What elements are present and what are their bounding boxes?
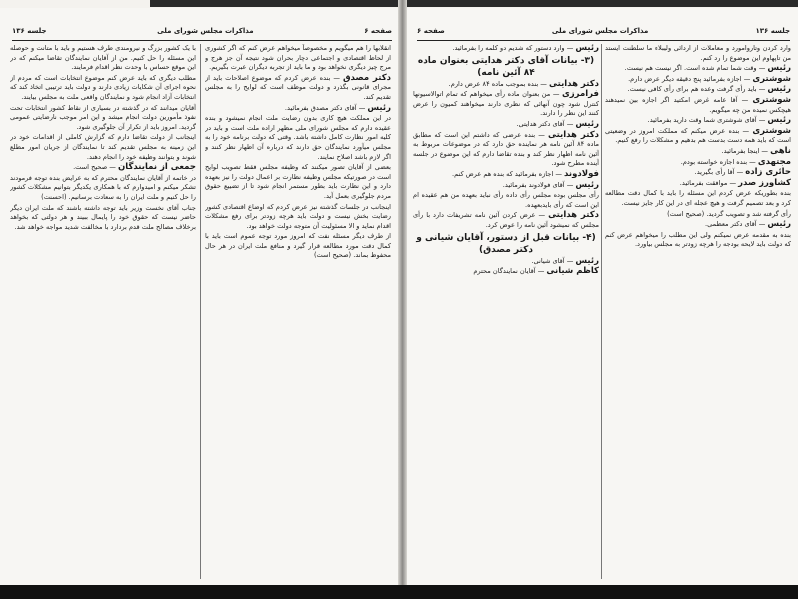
body-paragraph: رأی مجلس بوده مجلس رأی داده رأی نباید بعهده من هم عقیده ام این است که رأی بایدبعهده. <box>413 191 599 209</box>
dash: — <box>553 169 565 178</box>
body-paragraph: در این مملکت هیچ کاری بدون رضایت ملت انجام نمیشود و بنده عقیده دارم که مجلس شورای ملی مظهر اراده ملت است و باید در کلیه امور نظارت کامل داشته باشد. وقتی که دولت برنامه خود را به مجلس میآورد نمایندگان حق دارند که درباره آن اظهار نظر کنند و اگر لازم باشد اصلاح نمایند. <box>205 114 391 161</box>
dash: — <box>741 74 753 83</box>
dash: — <box>756 85 768 94</box>
speaker-paragraph <box>413 211 599 230</box>
body-paragraph: از طرف دیگر مسئله نفت که امروز مورد توجه عموم است باید با کمال دقت مورد مطالعه قرار گیرد و منافع ملت ایران در هر حال محفوظ بماند. (صحیح است) <box>205 232 391 260</box>
speaker-name: رئیس <box>575 255 599 266</box>
body-paragraph: مطلب دیگری که باید عرض کنم موضوع انتخابات است که مردم از نحوه اجرای آن شکایات زیادی دارند و دولت باید ترتیبی اتخاذ کند که انتخابات آزاد انجام شود و نمایندگان واقعی ملت به مجلس بیایند. <box>10 73 196 101</box>
speech-text: وقت شما تمام شده است. اگر نیست هم نیست. <box>624 64 757 73</box>
body-paragraph: آقایان میدانند که در گذشته در بسیاری از نقاط کشور انتخابات تحت نفوذ مأمورین دولت انجام میشد و این امر موجب نارضایتی عمومی گردید. امروز باید از تکرار آن جلوگیری شود. <box>10 103 196 131</box>
speaker-name: کشاورز صدر <box>738 177 791 188</box>
text-column <box>205 44 391 579</box>
dash: — <box>564 119 576 128</box>
body-paragraph: اینجانب از دولت تقاضا دارم که گزارش کاملی از اقدامات خود در این زمینه به مجلس تقدیم کند تا نمایندگان از جریان امور مطلع شوند و بتوانند وظیفه خود را انجام دهند. <box>10 133 196 161</box>
speaker-paragraph <box>413 120 599 130</box>
book-gutter <box>398 0 407 599</box>
body-paragraph: جناب آقای نخست وزیر باید توجه داشته باشند که ملت ایران دیگر حاضر نیست که حقوق خود را پایمال ببیند و هر دولتی که بخواهد برخلاف مصالح ملت قدم بردارد با مخالفت شدید مواجه خواهد شد. <box>10 203 196 231</box>
body-paragraph: در خاتمه از آقایان نمایندگان محترم که به عرایض بنده توجه فرمودند تشکر میکنم و امیدوارم که با همکاری یکدیگر بتوانیم مشکلات کشور را حل کنیم و ملت ایران را به سعادت برسانیم. (احسنت) <box>10 173 196 201</box>
speech-text: بنده بموجب ماده ۸۴ عرض دارم. <box>448 79 539 88</box>
speaker-name: دکتر هدایتی <box>549 78 599 89</box>
scan-top-edge <box>150 0 798 7</box>
column-divider <box>200 44 201 579</box>
speaker-name: شوشتری <box>752 73 791 84</box>
speaker-paragraph <box>413 170 599 180</box>
speaker-paragraph <box>605 179 791 189</box>
speech-text: آقای دکتر هدایتی. <box>516 119 565 128</box>
speaker-paragraph <box>413 181 599 191</box>
scan-bottom-edge <box>0 585 798 599</box>
speaker-name: فرامرزی <box>561 89 599 100</box>
speaker-paragraph <box>413 44 599 54</box>
speaker-paragraph <box>205 104 391 114</box>
speech-text: آقای شوشتری شما وقت دارید بفرمائید. <box>647 116 757 125</box>
dash: — <box>727 178 739 187</box>
body-paragraph: اینجانب در جلسات گذشته نیز عرض کردم که اوضاع اقتصادی کشور رضایت بخش نیست و دولت باید هرچه زودتر برای رفع مشکلات اقدام نماید و الا مسئولیت آن متوجه دولت خواهد بود. <box>205 202 391 230</box>
speaker-paragraph <box>605 168 791 178</box>
body-paragraph: با یک کشور بزرگ و نیرومندی طرف هستیم و باید با متانت و حوصله این مسئله را حل کنیم. من از آقایان نمایندگان تقاضا میکنم که در این موقع حساس با وحدت نظر اقدام فرمایند. <box>10 44 196 72</box>
body-paragraph: بنده به مقدمه عرض نمیکنم ولی این مطلب را میخواهم عرض کنم که دولت باید لایحه بودجه را هرچه زودتر به مجلس بیاورد. <box>605 230 791 249</box>
left-page <box>0 8 400 588</box>
dash: — <box>756 220 768 229</box>
speech-text: آقا عامه غرض امکتید اگر اجازه بین نمیدهند هیچکس نمیده من چه میگویم. <box>605 95 791 114</box>
speaker-name: دکتر هدایتی <box>547 129 599 140</box>
speaker-name: شوشتری <box>752 94 791 105</box>
speaker-paragraph <box>605 85 791 95</box>
speech-text: اجازه بفرمائید که بنده هم عرض کنم. <box>452 169 554 178</box>
dash: — <box>759 146 771 155</box>
speaker-name: رئیس <box>767 115 791 126</box>
speaker-name: دکتر هدایتی <box>548 210 599 221</box>
column-divider <box>601 44 602 579</box>
speech-text: آقایان نمایندگان محترم <box>473 267 536 276</box>
speaker-paragraph <box>205 74 391 103</box>
speaker-name: رئیس <box>575 179 599 190</box>
publication-title: مذاکرات مجلس شورای ملی <box>157 27 254 35</box>
speech-text: آقا رأی بگیرید. <box>694 168 735 177</box>
speaker-name: حائری زاده <box>745 167 791 178</box>
speaker-name: ناهی <box>770 145 791 156</box>
speech-text: اجازه بفرمائید پنج دقیقه دیگر عرض دارم. <box>628 74 742 83</box>
speaker-name: جمعی از نمایندگان <box>118 162 196 173</box>
speech-text: بنده عرض میکنم که مملکت امروز در وضعیتی است که باید همه دست بدست هم بدهیم و مشکلات را رفع کنیم. <box>605 126 791 145</box>
dash: — <box>737 95 753 104</box>
body-paragraph: رأی گرفته شد و تصویب گردید. (صحیح است) <box>667 209 791 218</box>
speech-text: آقای دکتر معظمی. <box>705 220 757 229</box>
speech-text: موافقت بفرمائید. <box>679 178 728 187</box>
speech-text: عرض کردن آئین نامه تشریفات دارد با رأی مجلس که نمیشود آئین نامه را عوض کرد. <box>413 211 599 229</box>
page-number: صفحه ۶ <box>417 27 445 35</box>
speaker-paragraph <box>413 267 599 277</box>
session-number: جلسه ۱۳۶ <box>12 27 47 35</box>
text-column <box>10 44 196 579</box>
body-paragraph: وارد کردن وتاروامورد و معاملات از اردائی ولیبلاء ما سلطنت ایستد من تاپهاوم این موضوع را رد کنم. <box>605 44 791 62</box>
dash: — <box>564 180 576 189</box>
speaker-name: رئیس <box>367 102 391 113</box>
speaker-name: فولادوند <box>564 168 599 179</box>
dash: — <box>756 116 768 125</box>
speaker-paragraph <box>605 64 791 74</box>
dash: — <box>356 103 368 112</box>
dash: — <box>747 157 758 166</box>
speech-text: آقای دکتر مصدق بفرمائید. <box>284 103 357 112</box>
speaker-name: دکتر مصدق <box>342 72 391 83</box>
text-column <box>605 44 791 579</box>
speaker-name: مجتهدی <box>757 156 791 167</box>
dash: — <box>739 126 753 135</box>
dash: — <box>734 168 746 177</box>
speech-text: آقای فولادوند بفرمائید. <box>502 180 565 189</box>
speech-text: بنده اجازه خواسته بودم. <box>680 157 748 166</box>
dash: — <box>538 79 549 88</box>
publication-title: مذاکرات مجلس شورای ملی <box>551 27 649 35</box>
speaker-paragraph <box>605 96 791 115</box>
speaker-name: رئیس <box>575 44 599 53</box>
dash: — <box>535 267 547 276</box>
page-number: صفحه ۶ <box>364 27 392 35</box>
speaker-paragraph <box>413 90 599 119</box>
speaker-paragraph <box>413 80 599 90</box>
speech-text: بنده عرض کردم که موضوع اصلاحات باید از مجرای قانونی بگذرد و دولت موظف است که لوایح را به مجلس تقدیم کند. <box>205 73 391 101</box>
dash: — <box>564 44 576 52</box>
body-paragraph: بعضی از آقایان تصور میکنند که وظیفه مجلس فقط تصویب لوایح است در صورتیکه مجلس وظیفه نظارت بر اعمال دولت را نیز بعهده دارد و این نظارت باید بطور مستمر انجام شود تا از تضییع حقوق مردم جلوگیری بعمل آید. <box>205 163 391 200</box>
dash: — <box>107 163 118 172</box>
speaker-paragraph <box>605 158 791 168</box>
speech-text: صحیح است. <box>73 163 108 172</box>
speech-text: من بعنوان ماده رأی میخواهم که تمام اتوالاسیونها کنترل شود چون آنهائی که نظری دارند میخواهند کمیون را عرض کنند این نظر را دارند. <box>413 90 599 118</box>
dash: — <box>330 73 343 82</box>
speaker-paragraph <box>605 127 791 146</box>
speech-text: آقای شیانی. <box>531 256 565 265</box>
speaker-name: شوشتری <box>752 125 791 136</box>
speaker-name: رئیس <box>575 118 599 129</box>
dash: — <box>535 130 548 139</box>
speaker-paragraph <box>10 163 196 173</box>
speech-text: وارد دستور که شدیم دو کلمه را بفرمائید. <box>452 44 565 52</box>
speaker-name: رئیس <box>767 63 791 74</box>
dash: — <box>535 211 549 220</box>
page-header <box>417 24 790 41</box>
speaker-paragraph <box>605 75 791 85</box>
page-header <box>12 24 392 41</box>
section-heading: (۴- بیانات قبل از دستور، آقایان شیانی و دکتر مصدق) <box>416 232 596 255</box>
speaker-paragraph <box>605 220 791 230</box>
speaker-paragraph <box>413 257 599 267</box>
dash: — <box>550 90 562 99</box>
dash: — <box>564 256 576 265</box>
speaker-paragraph <box>605 116 791 126</box>
body-paragraph: انقلابها را هم میگویم و مخصوصاً میخواهم عرض کنم که اگر کشوری از لحاظ اقتصادی و اجتماعی دچار بحران شود نتیجه آن جز هرج و مرج چیز دیگری نخواهد بود و ما باید از تجربه دیگران عبرت بگیریم. <box>205 44 391 72</box>
speech-text: بنده عرضی که داشتم این است که مطابق ماده ۸۴ آئین نامه هر نماینده حق دارد که در موضوعات مربوط به آئین نامه اظهار نظر کند و بنده تقاضا دارم که این موضوع در جلسه آینده مطرح شود. <box>413 130 599 168</box>
speech-text: باید رأی گرفت وعده هم برای رأی کافی نیست. <box>627 85 757 94</box>
dash: — <box>756 64 768 73</box>
speaker-name: کاظم شیانی <box>546 266 599 277</box>
section-heading: (۳- بیانات آقای دکتر هدایتی بعنوان ماده ۸۴ آئین نامه) <box>417 55 595 78</box>
speaker-paragraph <box>413 131 599 169</box>
session-number: جلسه ۱۳۶ <box>755 27 790 35</box>
speaker-name: رئیس <box>767 84 791 95</box>
speaker-name: رئیس <box>767 219 791 230</box>
speech-text: اینجا بفرمائید. <box>721 146 760 155</box>
right-page <box>405 8 798 588</box>
speaker-paragraph <box>605 147 791 157</box>
body-paragraph: بنده بطوریکه عرض کردم این مسئله را باید با کمال دقت مطالعه کرد و بعد تصمیم گرفت و هیچ عجله ای در این کار جایز نیست. <box>605 189 791 207</box>
text-column <box>413 44 599 579</box>
